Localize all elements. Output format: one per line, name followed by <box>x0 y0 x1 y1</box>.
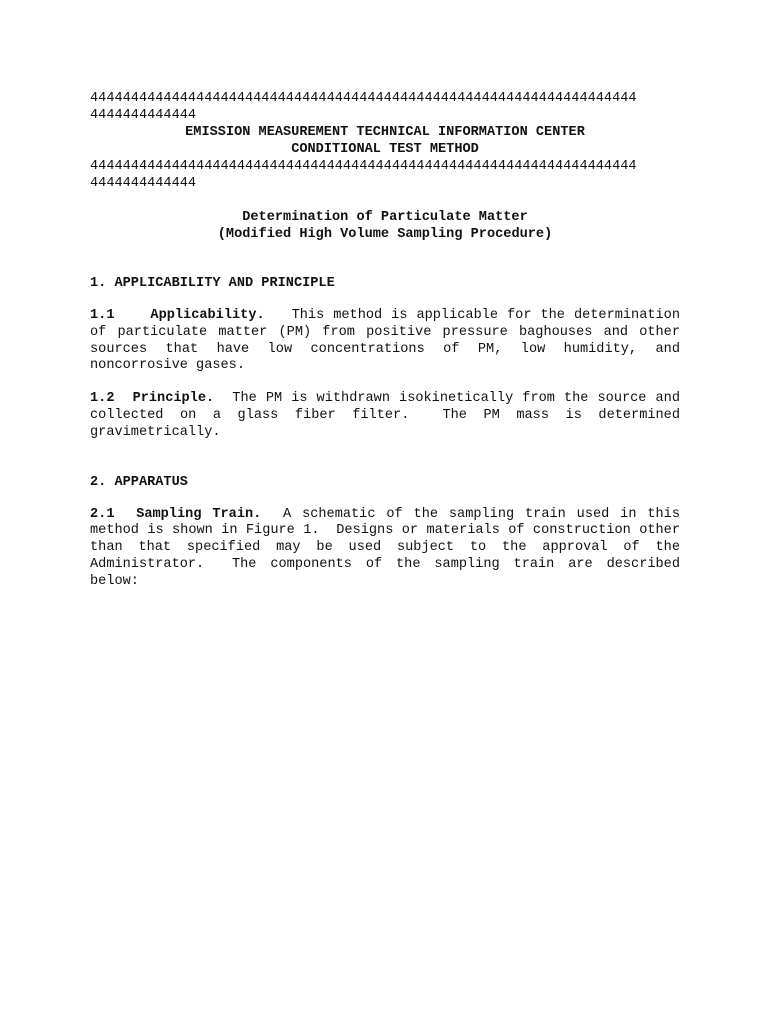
document-title-line1: Determination of Particulate Matter <box>242 210 528 225</box>
spacer <box>90 292 680 308</box>
paragraph-lead-principle: 1.2 Principle. <box>90 391 215 407</box>
document-title <box>90 209 680 243</box>
banner-rule-bottom-tail: 4444444444444 <box>90 176 197 191</box>
paragraph-sampling-train <box>90 506 689 591</box>
banner-rule-top-tail: 4444444444444 <box>90 108 197 123</box>
header-banner <box>90 90 680 192</box>
paragraph-text-applicability: This method is applicable for the determination of particulate matter (PM) from positive pressure baghouses and other sources that have low concentrations of PM, low humidity, and noncorrosive gases. <box>90 308 689 374</box>
spacer <box>90 192 680 209</box>
spacer <box>90 442 680 474</box>
paragraph-lead-applicability: 1.1 Applicability. <box>90 308 265 323</box>
document-title-line2: (Modified High Volume Sampling Procedure) <box>217 227 553 242</box>
banner-rule-top: 4444444444444444444444444444444444444444444444444444444444444444444 <box>90 91 637 106</box>
document-page <box>90 90 689 591</box>
paragraph-applicability <box>90 308 689 375</box>
paragraph-text-sampling-train: A schematic of the sampling train used in this method is shown in Figure 1. Designs or materials of construction other than that specified may be used subject to the approval of the Administrator. The components of the sampling train are described below: <box>90 506 689 589</box>
paragraph-principle <box>90 391 689 441</box>
paragraph-text-principle: The PM is withdrawn isokinetically from the source and collected on a glass fiber filter. The PM mass is determined gravimetrically. <box>90 391 689 440</box>
banner-rule-bottom: 4444444444444444444444444444444444444444444444444444444444444444444 <box>90 159 637 174</box>
section-heading-applicability: 1. APPLICABILITY AND PRINCIPLE <box>90 276 335 291</box>
paragraph-lead-sampling-train: 2.1 Sampling Train. <box>90 506 262 522</box>
spacer <box>90 243 680 275</box>
spacer <box>90 375 680 391</box>
banner-subtitle: CONDITIONAL TEST METHOD <box>291 142 479 157</box>
banner-title: EMISSION MEASUREMENT TECHNICAL INFORMATION CENTER <box>185 125 585 140</box>
spacer <box>90 491 680 507</box>
section-heading-apparatus: 2. APPARATUS <box>90 474 188 490</box>
